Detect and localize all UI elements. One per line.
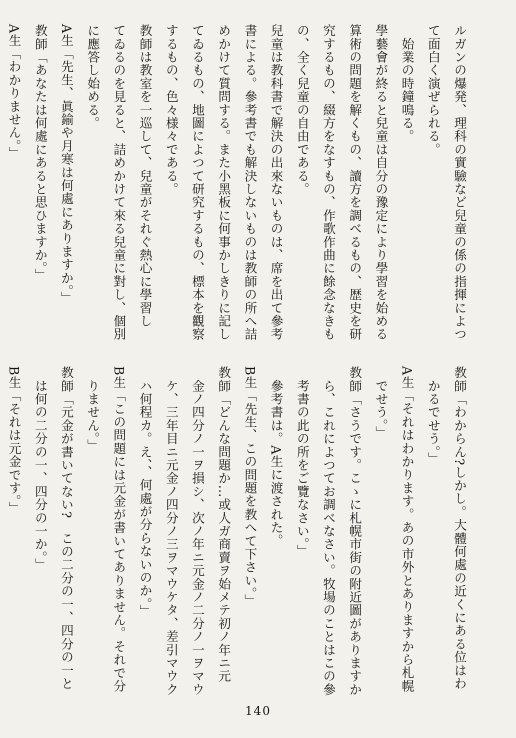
- text-line: 金ノ四分ノ一ヲ損シ、次ノ年ニ元金ノ二分ノ一ヲマウ: [189, 366, 205, 696]
- text-line: めかけて質問する。また小黑板に何事かしきりに記し: [216, 24, 232, 341]
- text-line: 究するもの、綴方をなすもの、作歌作曲に餘念なきも: [320, 24, 336, 341]
- text-line: B生「この問題には元金が書いてありません。それで分: [111, 366, 127, 693]
- text-line: てゐるのを見ると、詰めかけて來る兒童に對し、個別: [111, 24, 127, 341]
- text-line: 教師「どんな問題か…或人ガ商賣ヲ始メテ初ノ年ニ元: [216, 366, 232, 683]
- text-line: 考書の此の所をご覽なさい。」: [294, 366, 310, 558]
- text-line: 始業の時鐘鳴る。: [399, 24, 415, 143]
- text-line: するもの、色々様々である。: [163, 24, 179, 196]
- text-line: 教師「さうです。こゝに札幌市街の附近圖がありますか: [347, 366, 363, 696]
- text-line: 教師「わからん?しかし。大體何處の近くにある位はわ: [452, 366, 467, 691]
- text-line: 學藝會が終ると兒童は自分の豫定により學習を始める: [373, 24, 389, 341]
- text-line: 兒童は教科書で解決の出來ないものは、席を出て參考: [268, 24, 284, 341]
- text-line: A生「それはわかります。あの市外とありますから札幌: [399, 366, 415, 693]
- text-line: かるでせう。」: [425, 366, 441, 466]
- text-line: A生「わかりません。」: [6, 24, 22, 160]
- text-line: ハ何程カ。え、、何處が分らないのか。」: [137, 366, 153, 618]
- text-line: ケ、三年目ニ元金ノ四分ノ三ヲマウケタ、差引マウク: [163, 366, 179, 696]
- text-line: て面白く演ぜられる。: [425, 24, 441, 156]
- text-line: B生「それは元金です。」: [6, 366, 22, 515]
- text-line: ら、これによつてお調べなさい。牧場のことはこの參: [320, 366, 336, 696]
- text-line: に應答し始める。: [85, 24, 101, 130]
- text-line: りません。」: [85, 366, 101, 453]
- text-line: 算術の問題を解くもの、讀方を調べるもの、歴史を研: [347, 24, 363, 341]
- text-line: 參考書は。A生に渡された。: [268, 366, 284, 548]
- text-line: てゐるもの、地圖によつて研究するもの、標本を觀察: [189, 24, 205, 341]
- page-number: 140: [245, 704, 271, 718]
- text-line: 教師「元金が書いてない? この二分の一、四分の一と: [58, 366, 74, 691]
- text-line: B生「先生、この問題を教へて下さい。」: [242, 366, 258, 608]
- bottom-text-block: [0, 366, 472, 698]
- text-line: A生「先生、眞鍮や月寒は何處にありますか。」: [58, 24, 74, 305]
- text-line: は何の二分の一、四分の一か。」: [32, 366, 48, 571]
- text-line: 教師は教室を一巡して、兒童がそれぐ熱心に學習し: [137, 24, 153, 328]
- text-line: ルガンの爆発、理科の實驗など兒童の係の指揮によつ: [452, 24, 467, 341]
- top-text-block: [0, 24, 472, 354]
- text-line: でせう。」: [373, 366, 389, 439]
- text-line: 書による。參考書でも解決しないものは教師の所へ詰: [242, 24, 258, 341]
- text-line: の、全く兒童の自由である。: [294, 24, 310, 196]
- text-line: 教師「あなたは何處にあると思ひますか。」: [32, 24, 48, 282]
